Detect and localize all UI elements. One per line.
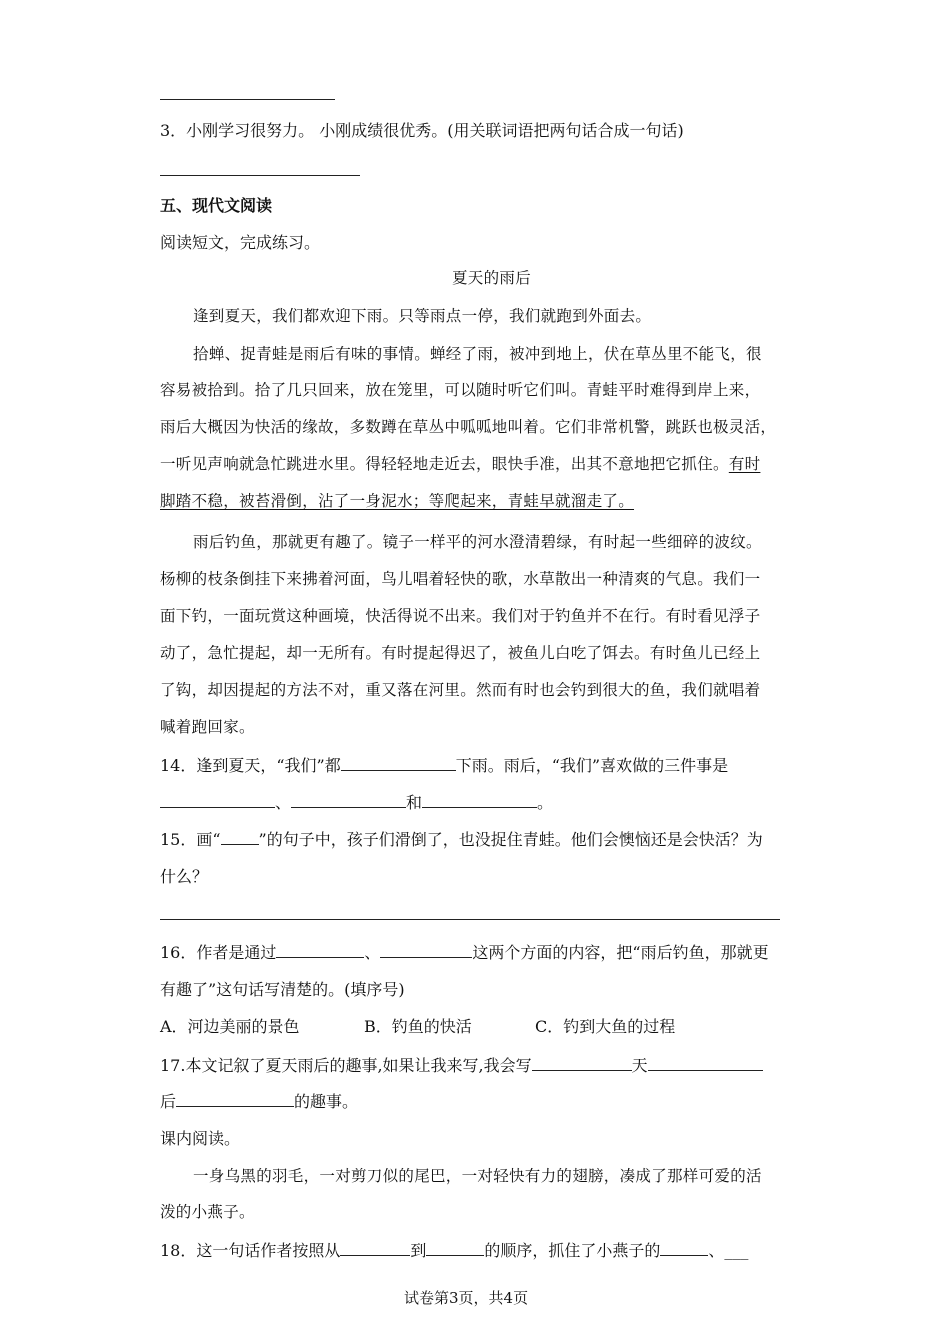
- q14-blank-3[interactable]: [291, 793, 406, 808]
- q14-blank-4[interactable]: [422, 793, 537, 808]
- passage-line: 逢到夏天，我们都欢迎下雨。只等雨点一停，我们就跑到外面去。: [193, 307, 652, 325]
- q14-blank-2[interactable]: [160, 793, 275, 808]
- q17-text-3: 后: [160, 1092, 177, 1111]
- q18-blank-2[interactable]: [426, 1241, 484, 1256]
- q17-text: 17.本文记叙了夏天雨后的趣事,如果让我来写,我会写: [160, 1056, 532, 1075]
- q17-blank-1[interactable]: [532, 1056, 632, 1071]
- q18-text: 18．这一句话作者按照从: [160, 1241, 341, 1260]
- q14-end: 。: [537, 793, 554, 812]
- passage-line: 动了，急忙提起，却一无所有。有时提起得迟了，被鱼儿白吃了饵去。有时鱼儿已经上: [160, 644, 761, 662]
- q16-text: 16．作者是通过: [160, 943, 277, 962]
- q16-blank-1[interactable]: [276, 943, 364, 958]
- q16-option-c[interactable]: C．钓到大鱼的过程: [535, 1017, 676, 1036]
- q17-text-4: 的趣事。: [294, 1092, 359, 1111]
- inclass-passage: 泼的小燕子。: [160, 1203, 255, 1221]
- underlined-sentence: 脚踏不稳，被苔滑倒，沾了一身泥水；等爬起来，青蛙早就溜走了。: [160, 492, 635, 510]
- question-15-cont: 什么？: [160, 867, 209, 886]
- q15-underline-mark: [221, 830, 259, 845]
- passage-line: 了钩，却因提起的方法不对，重又落在河里。然而有时也会钓到很大的鱼，我们就唱着: [160, 681, 761, 699]
- question-14-answers: [160, 790, 553, 813]
- q18-blank-3[interactable]: [660, 1241, 708, 1256]
- passage-line: [160, 452, 760, 474]
- question-14: [160, 753, 728, 776]
- passage-line: 雨后钓鱼，那就更有趣了。镜子一样平的河水澄清碧绿，有时起一些细碎的波纹。: [193, 533, 762, 551]
- answer-line-q15[interactable]: [160, 919, 780, 920]
- question-17: [160, 1053, 763, 1076]
- question-16-cont: 有趣了”这句话写清楚的。(填序号): [160, 980, 405, 999]
- q16-option-b[interactable]: B．钓鱼的快活: [364, 1017, 472, 1036]
- answer-line-q3[interactable]: [160, 175, 360, 176]
- q14-sep: 、: [275, 793, 292, 812]
- q15-text: 15．画“: [160, 830, 221, 849]
- q14-and: 和: [406, 793, 423, 812]
- q17-text-2: 天: [631, 1056, 648, 1075]
- question-16: [160, 940, 769, 963]
- question-15: [160, 827, 763, 850]
- inclass-label: 课内阅读。: [160, 1129, 241, 1148]
- reading-instruction: 阅读短文，完成练习。: [160, 233, 321, 252]
- q16-sep: 、: [364, 943, 381, 962]
- passage-line: 雨后大概因为快活的缘故，多数蹲在草丛中呱呱地叫着。它们非常机警，跳跃也极灵活，: [160, 418, 777, 436]
- question-17-cont: [160, 1089, 358, 1112]
- question-3: 3．小刚学习很努力。 小刚成绩很优秀。(用关联词语把两句话合成一句话): [160, 121, 684, 140]
- q14-blank-1[interactable]: [341, 756, 456, 771]
- q18-blank-1[interactable]: [340, 1241, 410, 1256]
- q16-option-a[interactable]: A．河边美丽的景色: [160, 1017, 300, 1036]
- q18-text-3: 的顺序，抓住了小燕子的: [484, 1241, 661, 1260]
- passage-line: 容易被拾到。拾了几只回来，放在笼里，可以随时听它们叫。青蛙平时难得到岸上来，: [160, 381, 761, 399]
- q16-blank-2[interactable]: [380, 943, 472, 958]
- passage-line: 杨柳的枝条倒挂下来拂着河面，鸟儿唱着轻快的歌，水草散出一种清爽的气息。我们一: [160, 570, 761, 588]
- q17-blank-3[interactable]: [176, 1092, 294, 1107]
- page-footer: 试卷第3页，共4页: [404, 1289, 529, 1307]
- q14-text-2: 下雨。雨后，“我们”喜欢做的三件事是: [455, 756, 729, 775]
- q18-text-2: 到: [410, 1241, 427, 1260]
- q18-sep: 、: [708, 1241, 725, 1260]
- q16-text-2: 这两个方面的内容，把“雨后钓鱼，那就更: [472, 943, 769, 962]
- answer-line-q2[interactable]: [160, 99, 335, 100]
- passage-line: 面下钓，一面玩赏这种画境，快活得说不出来。我们对于钓鱼并不在行。有时看见浮子: [160, 607, 761, 625]
- q15-text-2: ”的句子中，孩子们滑倒了，也没捉住青蛙。他们会懊恼还是会快活？为: [258, 830, 763, 849]
- passage-line: 拾蝉、捉青蛙是雨后有味的事情。蝉经了雨，被冲到地上，伏在草丛里不能飞，很: [193, 345, 762, 363]
- section-heading: 五、现代文阅读: [160, 196, 273, 215]
- passage-text: 一听见声响就急忙跳进水里。得轻轻地走近去，眼快手准，出其不意地把它抓住。: [160, 455, 729, 473]
- passage-title: 夏天的雨后: [452, 269, 532, 287]
- passage-line: 喊着跑回家。: [160, 718, 255, 736]
- q18-blank-4[interactable]: ___: [724, 1241, 749, 1260]
- underlined-sentence-start: 有时: [728, 455, 761, 473]
- inclass-passage: 一身乌黑的羽毛，一对剪刀似的尾巴，一对轻快有力的翅膀，凑成了那样可爱的活: [193, 1167, 762, 1185]
- question-18: [160, 1238, 748, 1261]
- q17-blank-2[interactable]: [648, 1056, 763, 1071]
- q14-text: 14．逢到夏天，“我们”都: [160, 756, 341, 775]
